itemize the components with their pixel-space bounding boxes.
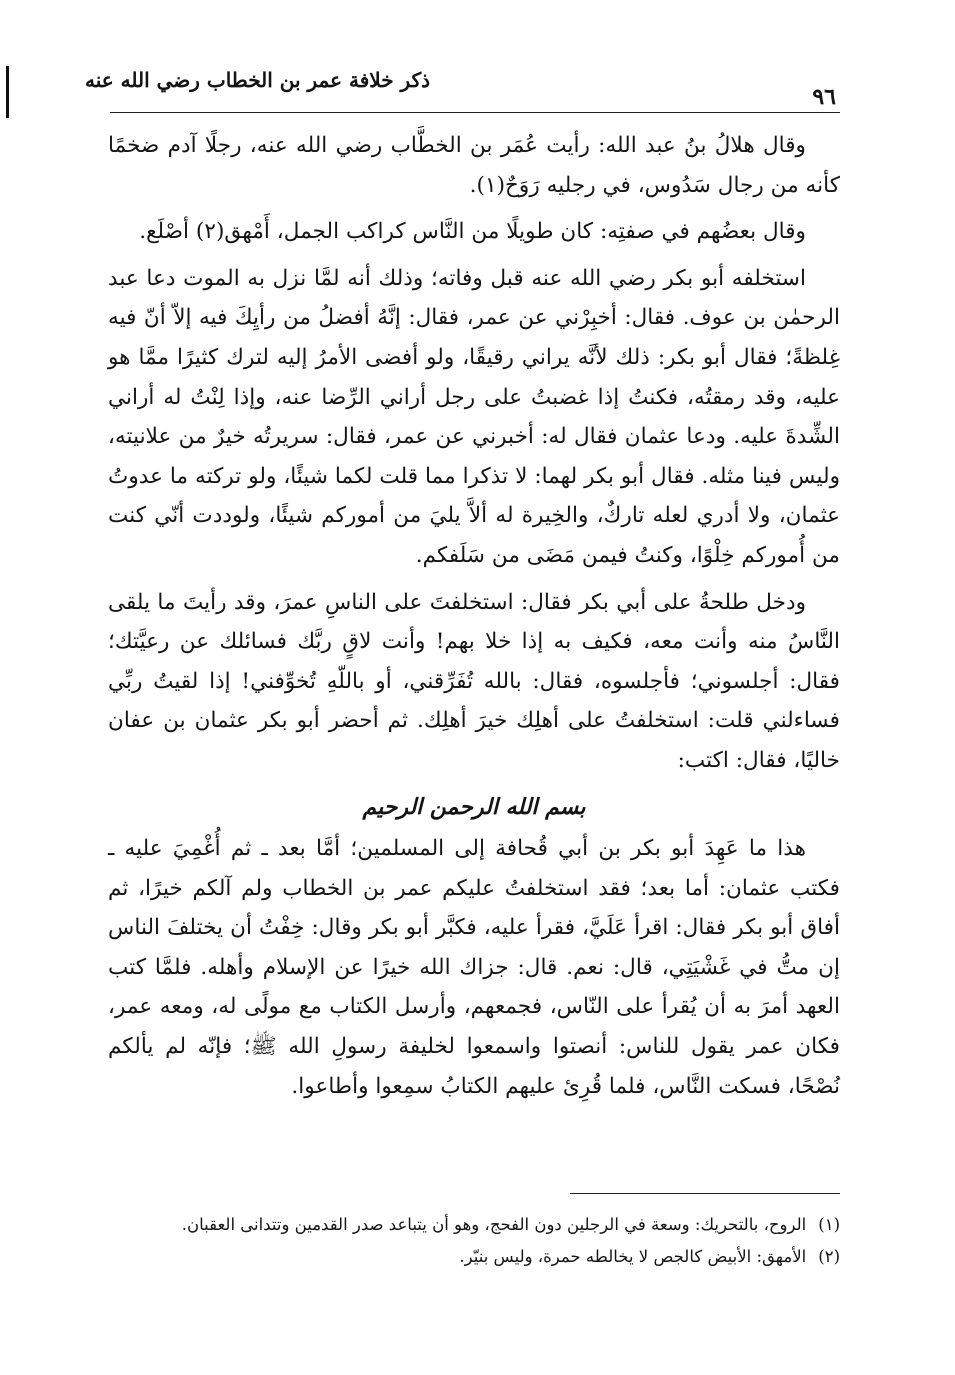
page-header bbox=[85, 66, 840, 113]
paragraph-covenant: هذا ما عَهِدَ أبو بكر بن أبي قُحافة إلى المسلمين؛ أمَّا بعد ـ ثم أُغْمِيَ عليه ـ فكتب عثمان: أما بعد؛ فقد استخلفتُ عليكم عمر بن الخطاب ولم آلكم خيرًا، ثم أفاق أبو بكر فقال: اقرأ عَلَيَّ، فقرأ عليه، فكبَّر أبو بكر وقال: خِفْتُ أن يختلفَ الناس إن متُّ في غَشْيَتِي، قال: نعم. قال: جزاك الله خيرًا عن الإسلام وأهله. فلمَّا كتب العهد أمرَ به أن يُقرأ على النّاس، فجمعهم، وأرسل الكتاب مع مولًى له، ومعه عمر، فكان عمر يقول للناس: أنصتوا واسمعوا لخليفة رسولِ الله ﷺ؛ فإنّه لم يألكم نُصْحًا، فسكت النَّاس، فلما قُرِئ عليهم الكتابُ سمِعوا وأطاعوا. bbox=[108, 836, 840, 1099]
footnote-divider bbox=[570, 1193, 840, 1194]
footnote-number: (١) bbox=[818, 1215, 840, 1234]
footnote-1 bbox=[104, 1210, 840, 1239]
running-title: ذكر خلافة عمر بن الخطاب رضي الله عنه bbox=[85, 68, 430, 92]
margin-mark bbox=[6, 66, 9, 118]
footnote-2 bbox=[104, 1242, 840, 1271]
paragraph-hilal: وقال هلالُ بنُ عبد الله: رأيت عُمَر بن الخطَّاب رضي الله عنه، رجلًا آدم ضخمًا كأنه من رجال سَدُوس، في رجليه رَوَحٌ(١). bbox=[108, 133, 840, 198]
footnote-number: (٢) bbox=[818, 1247, 840, 1266]
paragraph-talha: ودخل طلحةُ على أبي بكر فقال: استخلفتَ على الناسِ عمرَ، وقد رأيتَ ما يلقى النَّاسُ منه وأنت معه، فكيف به إذا خلا بهم! وأنت لاقٍ ربَّك فسائلك عن رعيَّتك؛ فقال: أجلسوني؛ فأجلسوه، فقال: بالله تُفَرِّقني، أو باللّهِ تُخوِّفني! إذا لقيتُ ربِّي فساءلني قلت: استخلفتُ على أهلِك خيرَ أهلِك. ثم أحضر أبو بكر عثمان بن عفان خاليًا، فقال: اكتب: bbox=[108, 589, 840, 773]
basmala: بسم الله الرحمن الرحيم bbox=[362, 793, 586, 820]
main-text bbox=[108, 126, 840, 1113]
paragraph-description: وقال بعضُهم في صفتِه: كان طويلًا من النَّاس كراكب الجمل، أَمْهق(٢) أصْلَع. bbox=[139, 219, 806, 245]
footnote-text: الروح، بالتحريك: وسعة في الرجلين دون الفحج، وهو أن يتباعد صدر القدمين وتتدانى العقبان. bbox=[181, 1215, 807, 1234]
footnote-text: الأمهق: الأبيض كالجص لا يخالطه حمرة، وليس بنيّر. bbox=[459, 1247, 807, 1266]
paragraph-succession: استخلفه أبو بكر رضي الله عنه قبل وفاته؛ وذلك أنه لمَّا نزل به الموت دعا عبد الرحمٰن بن عوف. فقال: أخبِرْني عن عمر، فقال: إنَّهُ أفضلُ من رأيِكَ فيه إلاّ أنّ فيه غِلظةً؛ فقال أبو بكر: ذلك لأنَّه يراني رقيقًا، ولو أفضى الأمرُ إليه لترك كثيرًا ممَّا هو عليه، وقد رمقتُه، فكنتُ إذا غضبتُ على رجل أراني الرِّضا عنه، وإذا لِنْتُ له أراني الشِّدةَ عليه. ودعا عثمان فقال له: أخبرني عن عمر، فقال: سريرتُه خيرٌ من علانيته، وليس فينا مثله. فقال أبو بكر لهما: لا تذكرا مما قلت لكما شيئًا، ولو تركته ما عدوتُ عثمان، ولا أدري لعله تاركٌ، والخِيرة له ألاَّ يليَ من أموركم شيئًا، ولوددت أنّي كنت من أُموركم خِلْوًا، وكنتُ فيمن مَضَى من سَلَفكم. bbox=[108, 265, 840, 568]
footnotes bbox=[104, 1210, 840, 1274]
page-number: ٩٦ bbox=[812, 84, 836, 110]
